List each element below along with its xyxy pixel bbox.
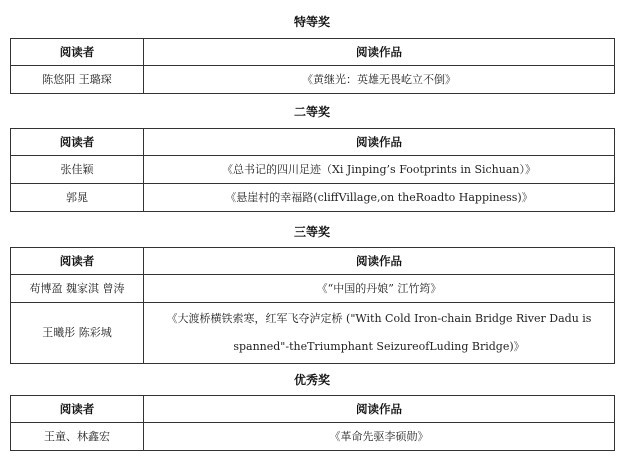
header-reader: 阅读者 <box>11 39 144 66</box>
table-header-row <box>11 129 615 156</box>
work-cell: 《大渡桥横铁索寒，红军飞夺泸定桥 ("With Cold Iron-chain Bridge River Dadu is spanned"-theTriumphant SeizureofLuding Bridge)》 <box>144 303 615 364</box>
section-title-special-prize: 特等奖 <box>293 15 330 29</box>
table-second-prize <box>10 128 615 212</box>
table-third-prize <box>10 247 615 364</box>
work-cell: 《总书记的四川足迹（Xi Jinping’s Footprints in Sichuan）》 <box>144 156 615 184</box>
reader-cell: 陈悠阳 王璐琛 <box>11 66 144 94</box>
table-header-row <box>11 248 615 275</box>
header-reader: 阅读者 <box>11 129 144 156</box>
reader-cell: 王童、林鑫宏 <box>11 423 144 451</box>
table-row <box>11 303 615 364</box>
table-row <box>11 156 615 184</box>
header-work: 阅读作品 <box>144 248 615 275</box>
work-cell: 《革命先驱李硕勋》 <box>144 423 615 451</box>
table-row <box>11 423 615 451</box>
work-cell: 《“中国的丹娘” 江竹筠》 <box>144 275 615 303</box>
header-work: 阅读作品 <box>144 396 615 423</box>
reader-cell: 张佳颖 <box>11 156 144 184</box>
section-title-excellence-prize: 优秀奖 <box>293 373 330 387</box>
work-cell: 《黄继光：英雄无畏屹立不倒》 <box>144 66 615 94</box>
header-work: 阅读作品 <box>144 129 615 156</box>
reader-cell: 郭晁 <box>11 184 144 212</box>
section-title-second-prize: 二等奖 <box>293 105 330 119</box>
table-special-prize <box>10 38 615 94</box>
table-excellence-prize <box>10 395 615 451</box>
header-work: 阅读作品 <box>144 39 615 66</box>
table-header-row <box>11 39 615 66</box>
section-title-third-prize: 三等奖 <box>293 225 330 239</box>
work-cell: 《悬崖村的幸福路(cliffVillage,on theRoadto Happiness)》 <box>144 184 615 212</box>
header-reader: 阅读者 <box>11 248 144 275</box>
reader-cell: 苟博盈 魏家淇 曾涛 <box>11 275 144 303</box>
table-header-row <box>11 396 615 423</box>
table-row <box>11 184 615 212</box>
table-row <box>11 275 615 303</box>
header-reader: 阅读者 <box>11 396 144 423</box>
reader-cell: 王曦彤 陈彩城 <box>11 303 144 364</box>
table-row <box>11 66 615 94</box>
